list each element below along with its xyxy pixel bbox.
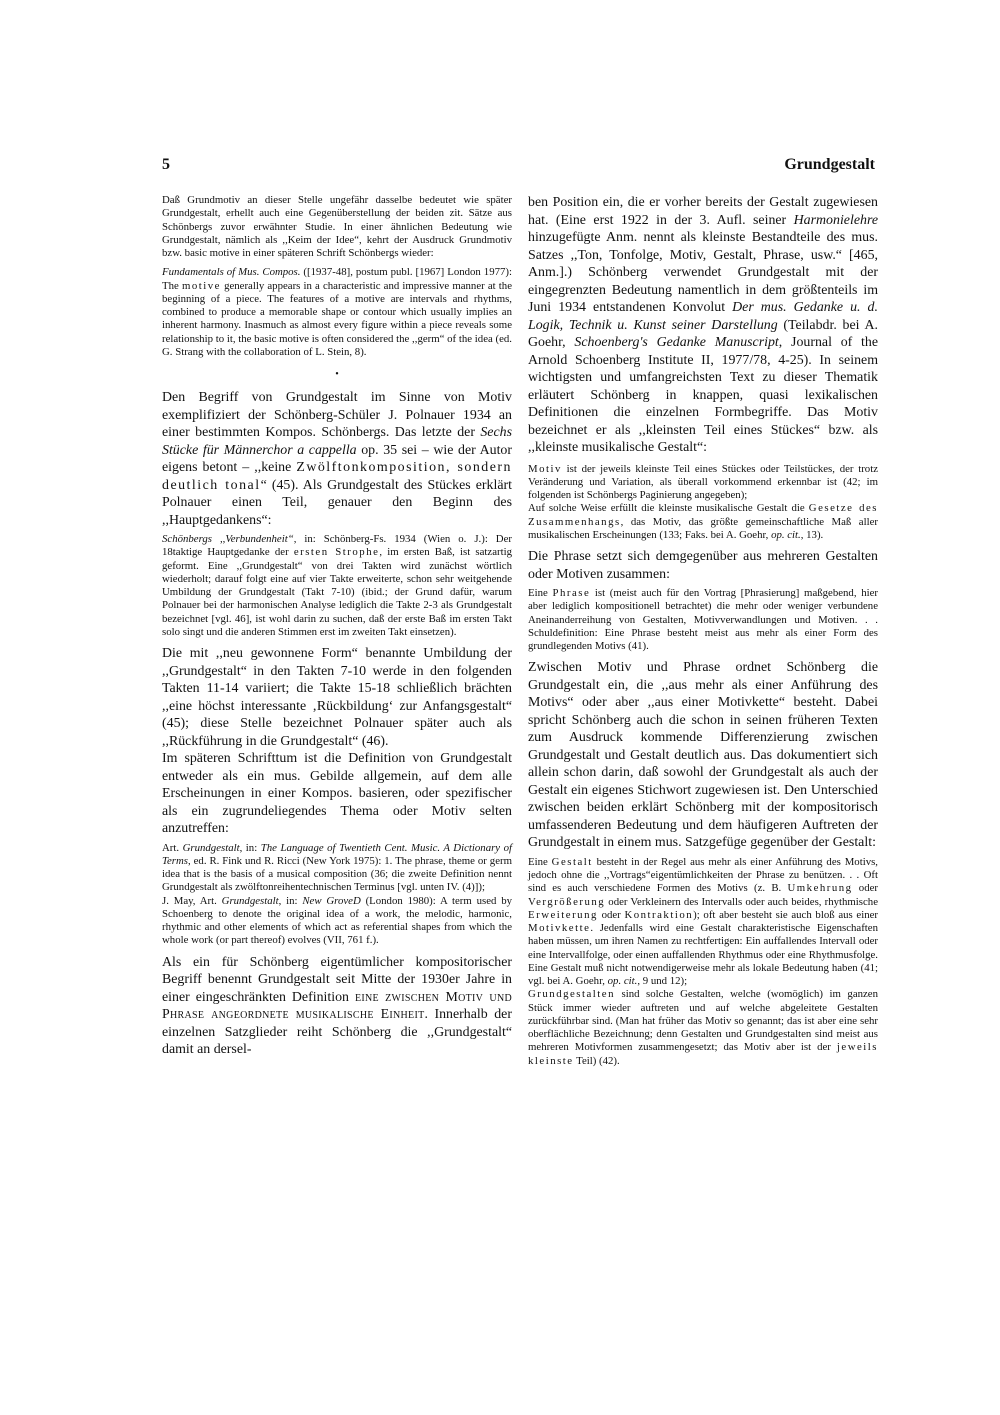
quote-grundgestalten-definition: Grundgestalten sind solche Gestalten, welche (womöglich) im ganzen Stück immer wieder auftreten und auf welche abgeleitete Gestalten zurückführbar sind. (Man hat früher das Motiv so genannt; das ist aber eine sehr oberflächliche Bezeichnung; denn Gestalten und Grundgestalten sind meist aus mehreren Motivformen zusammengesetzt; das Motiv aber ist der jeweils kleinste Teil) (42). <box>528 988 878 1067</box>
quote-zusammenhang: Auf solche Weise erfüllt die kleinste musikalische Gestalt die Gesetze des Zusammenhangs, das Motiv, das größte gemeinschaftliche Maß aller musikalischen Erscheinungen (133; Faks. bei A. Goehr, op. cit., 13). <box>528 502 878 541</box>
body-paragraph-umbildung: Die mit ,,neu gewonnene Form“ benannte Umbildung der ,,Grundgestalt“ in den Takten 7-10 werde in den folgenden Takten 11-14 variiert; die Takte 15-18 schließlich brächten ,,eine höchst interessante ‚Rückbildung‘ zur Anfangsgestalt“ (45); diese Stelle bezeichnet Polnauer später auch als ,,Rückführung in die Grundgestalt“ (46). <box>162 646 512 749</box>
intro-paragraph: Daß Grundmotiv an dieser Stelle ungefähr dasselbe bedeutet wie später Grundgestalt, erhellt auch eine Gegenüberstellung der beiden zit. Sätze aus Schönbergs zuvor erwähnter Studie. In einer ähnlichen Bedeutung wie Grundgestalt, nämlich als ,,Keim der Idee“, kehrt der Ausdruck Grundmotiv bzw. basic motive in einer späteren Schrift Schönbergs wieder: <box>162 194 512 259</box>
quote-motiv-definition: Motiv ist der jeweils kleinste Teil eines Stückes oder Teilstückes, der trotz Veränderung und Variation, als überall vorkommend erkennbar ist (42; im folgenden ist Schönbergs Paginierung angegeben); <box>528 462 878 501</box>
left-column <box>162 194 512 1059</box>
right-column <box>528 194 878 1068</box>
quote-phrase-definition: Eine Phrase ist (meist auch für den Vortrag [Phrasierung] maßgebend, hier aber lediglich kompositionell betrachtet) die mehr oder weniger verbundene Aneinanderreihung von Gestalten, Motivverwandlungen und Motiven. . . Schuldefinition: Eine Phrase besteht meist aus mehr als einer Form des grundlegenden Motivs (41). <box>528 587 878 652</box>
quote-verbundenheit: Schönbergs ,,Verbundenheit“, in: Schönberg-Fs. 1934 (Wien o. J.): Der 18taktige Hauptgedanke der ersten Strophe, im ersten Baß, ist satzartig geformt. Eine ,,Grundgestalt“ von drei Takten wird zunächst wörtlich wiederholt; darauf folgt eine auf vier Takte erweiterte, schon sehr weitgehende Umbildung der Grundgestalt (Takt 7-10) (ibid.; der Grund dafür, warum Polnauer bei der harmonischen Analyse lediglich die Takte 2-3 als Grundgestalt bezeichnet [vgl. 46], ist wohl darin zu suchen, daß der erste Baß im ersten Takt solo singt und die anderen Stimmen erst im zweiten Takt einsetzen). <box>162 533 512 638</box>
quote-gestalt-definition: Eine Gestalt besteht in der Regel aus mehr als einer Anführung des Motivs, jedoch ohne die ,,Vortrags“eigentümlichkeiten der Phrase zu benützen. . . Oft sind es auch verschiedene Formen des Motivs (z. B. Umkehrung oder Vergrößerung oder Verkleinern des Intervalls oder auch beides, rhythmische Erweiterung oder Kontraktion); oft aber besteht sie auch bloß aus einer Motivkette. Jedenfalls wird eine Gestalt charakteristische Eigenschaften haben müssen, um ihren Namen zu rechtfertigen: Ein auffallendes Intervall oder eine Intervallfolge, oder einen auffallenden Rhythmus oder eine Rhythmusfolge. Eine Gestalt muß nicht notwendigerweise mehr als lokale Bedeutung haben (41; vgl. bei A. Goehr, op. cit., 9 und 12); <box>528 855 878 987</box>
body-paragraph-polnauer: Den Begriff von Grundgestalt im Sinne von Motiv exemplifiziert der Schönberg-Schüler J. Polnauer 1934 an einer bestimmten Kompos. Schönbergs. Das letzte der Sechs Stücke für Männerchor a cappella op. 35 sei – wie der Autor eigens betont – ,,keine Zwölftonkomposition, sondern deutlich tonal“ (45). Als Grundgestalt des Stückes erklärt Polnauer einen Teil, genauer den Beginn des ,,Hauptgedankens“: <box>162 390 513 528</box>
section-divider: • <box>335 369 339 380</box>
body-paragraph-phrase: Die Phrase setzt sich demgegenüber aus mehreren Gestalten oder Motiven zusammen: <box>528 549 878 582</box>
body-paragraph-schrifttum: Im späteren Schrifttum ist die Definition von Grundgestalt entweder als ein mus. Gebilde allgemein, auf dem alle Erscheinungen in einer Kompos. basieren, oder spezifischer als ein zugrundeliegendes Thema oder Motiv selten anzutreffen: <box>162 751 512 836</box>
page-header <box>162 156 875 178</box>
running-head: Grundgestalt <box>784 156 875 173</box>
body-paragraph-position: ben Position ein, die er vorher bereits der Gestalt zugewiesen hat. (Eine erst 1922 in der 3. Aufl. seiner Harmonielehre hinzugefügte Anm. nennt als kleinste Bestandteile des mus. Satzes ,,Ton, Tonfolge, Motiv, Gestalt, Phrase, usw.“ [465, Anm.].) Schönberg verwendet Grundgestalt mit der eingegrenzten Bedeutung namentlich in dem größtenteils im Juni 1934 entstandenen Konvolut Der mus. Gedanke u. d. Logik, Technik u. Kunst seiner Darstellung (Teilabdr. bei A. Goehr, Schoenberg's Gedanke Manuscript, Journal of the Arnold Schoenberg Institute II, 1977/78, 4-25). In seinem wichtigsten und umfangreichsten Text zu dieser Thematik erläutert Schönberg in knappen, quasi lexikalischen Definitionen die einzelnen Formbegriffe. Das Motiv bezeichnet er als ,,kleinsten Teil eines Stückes“ bzw. als ,,kleinste musikalische Gestalt“: <box>528 195 879 455</box>
body-paragraph-zwischen: Zwischen Motiv und Phrase ordnet Schönberg die Grundgestalt ein, die ,,aus mehr als einer Anführung des Motivs“ oder aber ,,aus einer Motivkette“ besteht. Dabei spricht Schönberg auch die schon in seinen früheren Texten zum Ausdruck kommende Differenzierung zwischen Grundgestalt und Gestalt deutlich aus. Das dokumentiert sich allein schon darin, daß sowohl der Grundgestalt als auch der Gestalt ein eigenes Stichwort zugewiesen ist. Den Unterschied zwischen beiden erklärt Schönberg mit der kompositorisch umfassenderen Bedeutung und dem häufigeren Auftreten der Grundgestalt in einem mus. Satzgefüge gegenüber der Gestalt: <box>528 660 878 851</box>
page-number: 5 <box>162 156 170 173</box>
quote-fundamentals: Fundamentals of Mus. Compos. ([1937-48], postum publ. [1967] London 1977): The motive generally appears in a characteristic and impressive manner at the beginning of a piece. The features of a motive are intervals and rhythms, combined to produce a memorable shape or contour which usually implies an inherent harmony. Inasmuch as almost every figure within a piece reveals some relationship to it, the basic motive is often considered the ,,germ“ of the idea (ed. G. Strang with the collaboration of L. Stein, 8). <box>162 266 512 358</box>
quote-title: Fundamentals of Mus. Compos. <box>162 266 301 279</box>
body-paragraph-eigentuemlich: Als ein für Schönberg eigentümlicher kompositorischer Begriff benennt Grundgestalt seit Mitte der 1930er Jahre in einer eingeschränkten Definition eine zwischen Motiv und Phrase angeordnete musikalische Einheit. Innerhalb der einzelnen Satzglieder reiht Schönberg die ,,Grundgestalt“ damit an dersel- <box>162 954 512 1057</box>
quote-language-of-music: Art. Grundgestalt, in: The Language of Twentieth Cent. Music. A Dictionary of Terms, ed. R. Fink und R. Ricci (New York 1975): 1. The phrase, theme or germ idea that is the basis of a musical composition (36; die zweite Definition nennt Grundgestalt als zwölftonreihentechnischen Terminus [vgl. unten IV. (4)]); <box>162 841 512 894</box>
quote-new-grove: J. May, Art. Grundgestalt, in: New GroveD (London 1980): A term used by Schoenberg to denote the original idea of a work, the melodic, harmonic, rhythmic and other elements of which act as referential shapes from which the whole work (or part thereof) evolves (VII, 761 f.). <box>162 894 512 947</box>
